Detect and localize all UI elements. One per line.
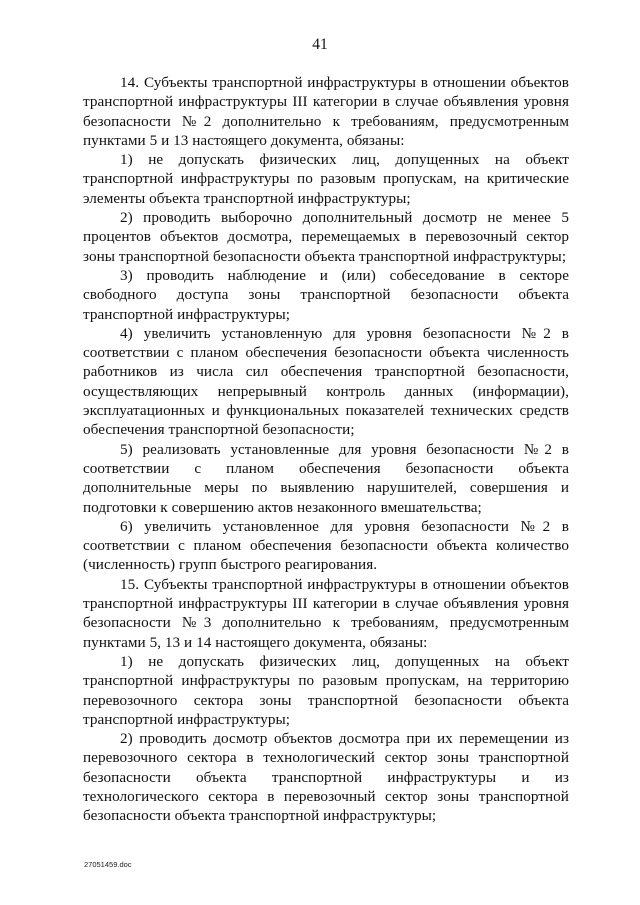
paragraph-15-item-2: 2) проводить досмотр объектов досмотра при их перемещении из перевозочного сектора в технологический сектор зоны транспортной безопасности объекта транспортной инфраструктуры и из технологического сектора в перевозочный сектор зоны транспортной безопасности объекта транспортной инфраструктуры; bbox=[83, 730, 569, 825]
paragraph-14-item-2: 2) проводить выборочно дополнительный досмотр не менее 5 процентов объектов досмотра, перемещаемых в перевозочный сектор зоны транспортной безопасности объекта транспортной инфраструктуры; bbox=[83, 209, 569, 265]
footer-filename: 27051459.doc bbox=[84, 860, 132, 869]
paragraph-14: 14. Субъекты транспортной инфраструктуры в отношении объектов транспортной инфраструктуры III категории в случае объявления уровня безопасности №2 дополнительно к требованиям, предусмотренным пунктами 5 и 13 настоящего документа, обязаны: bbox=[83, 74, 569, 149]
paragraph-14-item-5: 5) реализовать установленные для уровня безопасности №2 в соответствии с планом обеспечения безопасности объекта дополнительные меры по выявлению нарушителей, совершения и подготовки к совершению актов незаконного вмешательства; bbox=[83, 440, 569, 516]
page-number: 41 bbox=[312, 36, 328, 53]
paragraph-15-item-1: 1) не допускать физических лиц, допущенных на объект транспортной инфраструктуры по разовым пропускам, на территорию перевозочного сектора зоны транспортной безопасности объекта транспортной инфраструктуры; bbox=[83, 652, 569, 728]
paragraph-14-item-1: 1) не допускать физических лиц, допущенных на объект транспортной инфраструктуры по разовым пропускам, на критические элементы объекта транспортной инфраструктуры; bbox=[83, 151, 569, 207]
paragraph-14-item-4: 4) увеличить установленную для уровня безопасности №2 в соответствии с планом обеспечения безопасности объекта численность работников из числа сил обеспечения транспортной безопасности, осуществляющих непрерывный контроль данных (информации), эксплуатационных и функциональных показателей технических средств обеспечения транспортной безопасности; bbox=[83, 324, 569, 439]
paragraph-15: 15. Субъекты транспортной инфраструктуры в отношении объектов транспортной инфраструктуры III категории в случае объявления уровня безопасности №3 дополнительно к требованиям, предусмотренным пунктами 5, 13 и 14 настоящего документа, обязаны: bbox=[83, 575, 569, 651]
paragraph-14-item-3: 3) проводить наблюдение и (или) собеседование в секторе свободного доступа зоны транспортной безопасности объекта транспортной инфраструктуры; bbox=[83, 266, 569, 323]
paragraph-14-item-6: 6) увеличить установленное для уровня безопасности №2 в соответствии с планом обеспечения безопасности объекта количество (численность) групп быстрого реагирования. bbox=[83, 517, 569, 574]
document-body bbox=[83, 73, 569, 826]
